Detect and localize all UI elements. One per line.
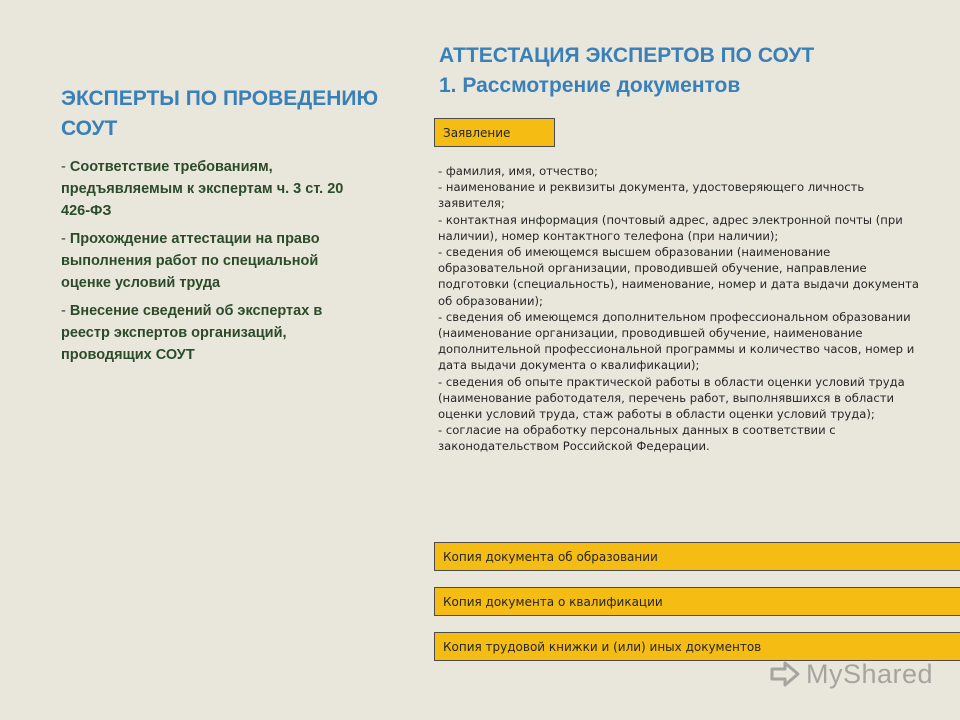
list-item-text: Внесение сведений об экспертах в реестр экспертов организаций, проводящих СОУТ <box>61 303 323 363</box>
list-item <box>61 156 371 222</box>
dash-marker: - <box>61 231 70 247</box>
left-requirements-list <box>61 156 371 372</box>
list-item <box>61 228 371 294</box>
requirement-item: - согласие на обработку персональных данных в соответствии с законодательством Российской Федерации. <box>438 423 836 454</box>
right-title-line2: 1. Рассмотрение документов <box>439 74 741 97</box>
employment-record-label: Копия трудовой книжки и (или) иных документов <box>443 639 762 654</box>
education-document-label: Копия документа об образовании <box>443 549 658 564</box>
dash-marker: - <box>61 303 70 319</box>
list-item-text: Соответствие требованиям, предъявляемым к экспертам ч. 3 ст. 20 426-ФЗ <box>61 159 344 219</box>
qualification-document-label: Копия документа о квалификации <box>443 594 663 609</box>
dash-marker: - <box>61 159 70 175</box>
education-document-box <box>434 542 960 571</box>
statement-label: Заявление <box>443 125 511 140</box>
qualification-document-box <box>434 587 960 616</box>
requirement-item: - наименование и реквизиты документа, удостоверяющего личность заявителя; <box>438 180 865 211</box>
requirement-item: - сведения об имеющемся дополнительном профессиональном образовании (наименование организации, проводившей обучение, наименование дополнительной профессиональной программы и количество часов, номер и дата выдачи документа о квалификации); <box>438 309 915 373</box>
watermark-text: MyShared <box>806 658 934 689</box>
list-item-text: Прохождение аттестации на право выполнения работ по специальной оценке условий труда <box>61 231 320 291</box>
list-item <box>61 300 371 366</box>
right-title-line1: АТТЕСТАЦИЯ ЭКСПЕРТОВ ПО СОУТ <box>439 44 815 67</box>
statement-box <box>434 118 555 147</box>
statement-requirements <box>438 163 926 455</box>
requirement-item: - сведения об имеющемся высшем образовании (наименование образовательной организации, проводившей обучение, направление подготовки (специальность), наименование, номер и дата выдачи документа об образовании); <box>438 245 919 308</box>
right-title <box>439 41 919 101</box>
left-title: ЭКСПЕРТЫ ПО ПРОВЕДЕНИЮ СОУТ <box>61 87 379 140</box>
requirement-item: - сведения об опыте практической работы в области оценки условий труда (наименование работодателя, перечень работ, выполнявшихся в области оценки условий труда, стаж работы в области оценки условий труда); <box>438 374 905 422</box>
myshared-logo-icon <box>768 659 802 689</box>
requirement-item: - фамилия, имя, отчество; <box>438 164 598 178</box>
watermark <box>768 656 933 692</box>
requirement-item: - контактная информация (почтовый адрес, адрес электронной почты (при наличии), номер контактного телефона (при наличии); <box>438 212 903 243</box>
